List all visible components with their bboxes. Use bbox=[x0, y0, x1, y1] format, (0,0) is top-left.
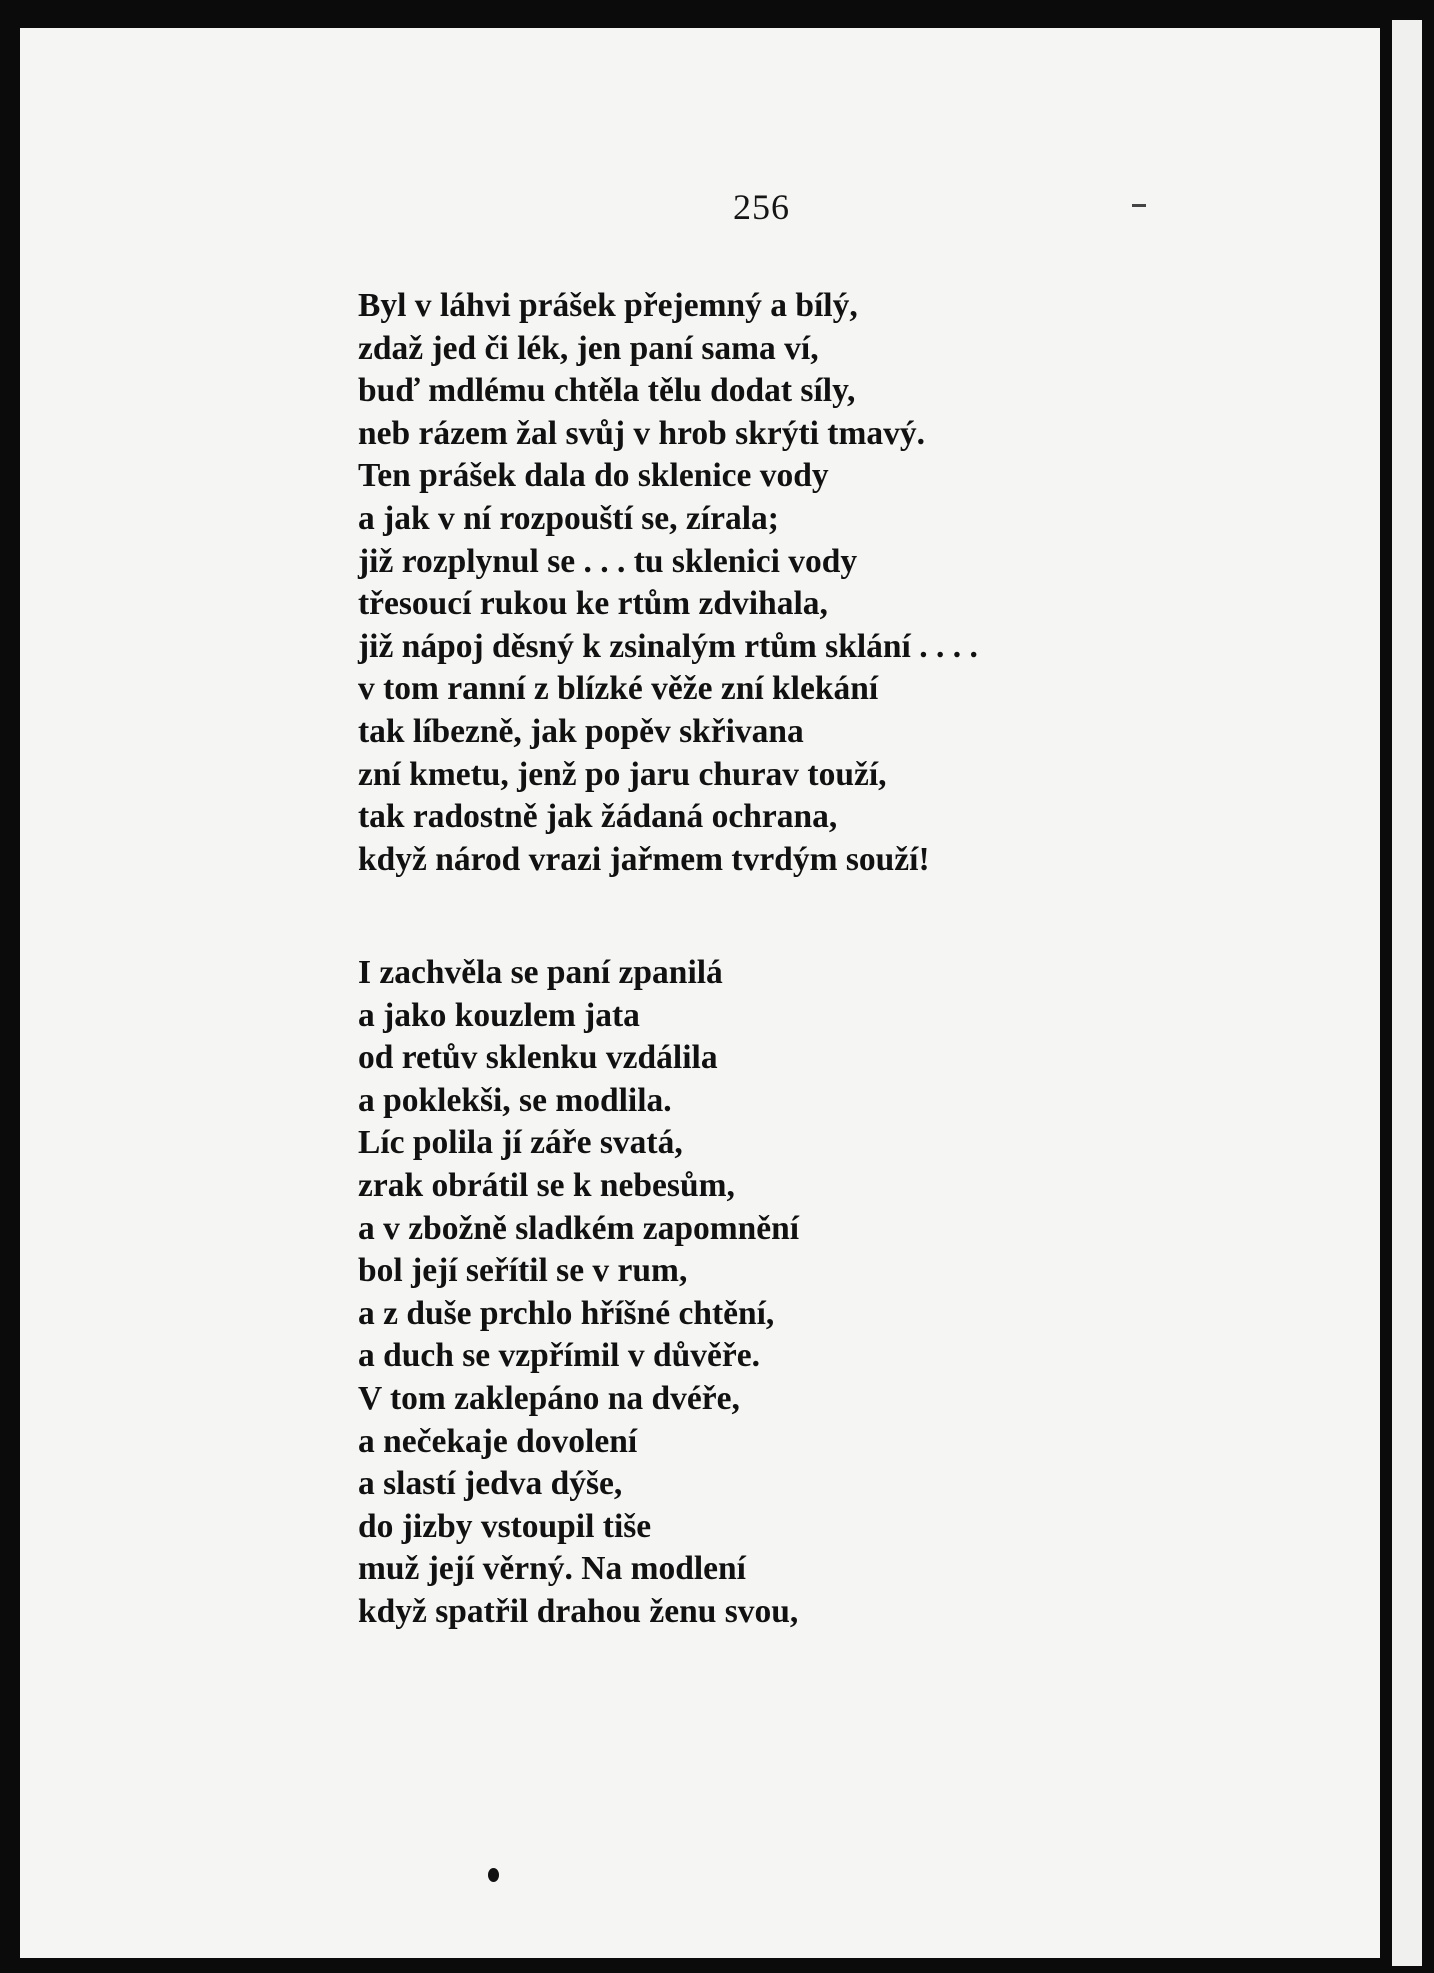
verse-line: V tom zaklepáno na dvéře, bbox=[358, 1379, 740, 1417]
verse-line: a jako kouzlem jata bbox=[358, 996, 640, 1034]
poem-stanza-2 bbox=[358, 952, 799, 1634]
verse-line: a nečekaje dovolení bbox=[358, 1422, 638, 1460]
verse-line: bol její seřítil se v rum, bbox=[358, 1252, 688, 1290]
verse-line: a poklekši, se modlila. bbox=[358, 1081, 672, 1119]
ink-spot bbox=[488, 1868, 499, 1882]
verse-line: když spatřil drahou ženu svou, bbox=[358, 1592, 799, 1630]
verse-line: a duch se vzpřímil v důvěře. bbox=[358, 1337, 760, 1375]
verse-line: již rozplynul se . . . tu sklenici vody bbox=[358, 542, 858, 580]
verse-line: od retův sklenku vzdálila bbox=[358, 1039, 718, 1077]
verse-line: již nápoj děsný k zsinalým rtům sklání . . . . bbox=[358, 627, 978, 665]
verse-line: Líc polila jí záře svatá, bbox=[358, 1124, 683, 1162]
verse-line: tak líbezně, jak popěv skřivana bbox=[358, 712, 804, 750]
verse-line: tak radostně jak žádaná ochrana, bbox=[358, 798, 838, 836]
verse-line: když národ vrazi jařmem tvrdým souží! bbox=[358, 840, 930, 878]
verse-line: a v zbožně sladkém zapomnění bbox=[358, 1209, 800, 1247]
verse-line: v tom ranní z blízké věže zní klekání bbox=[358, 670, 879, 708]
page-number: 256 bbox=[733, 187, 790, 227]
verse-line: do jizby vstoupil tiše bbox=[358, 1507, 652, 1545]
verse-line: a slastí jedva dýše, bbox=[358, 1465, 623, 1503]
verse-line: a z duše prchlo hříšné chtění, bbox=[358, 1294, 775, 1332]
verse-line: zdaž jed či lék, jen paní sama ví, bbox=[358, 329, 819, 367]
verse-line: muž její věrný. Na modlení bbox=[358, 1550, 746, 1588]
verse-line: neb rázem žal svůj v hrob skrýti tmavý. bbox=[358, 414, 925, 452]
margin-mark bbox=[1132, 204, 1146, 207]
verse-line: zní kmetu, jenž po jaru churav touží, bbox=[358, 755, 887, 793]
verse-line: a jak v ní rozpouští se, zírala; bbox=[358, 499, 779, 537]
verse-line: třesoucí rukou ke rtům zdvihala, bbox=[358, 585, 828, 623]
verse-line: I zachvěla se paní zpanilá bbox=[358, 954, 723, 991]
verse-line: Ten prášek dala do sklenice vody bbox=[358, 457, 829, 495]
verse-line: zrak obrátil se k nebesům, bbox=[358, 1166, 735, 1204]
verse-line: buď mdlému chtěla tělu dodat síly, bbox=[358, 372, 856, 410]
verse-line: Byl v láhvi prášek přejemný a bílý, bbox=[358, 287, 858, 324]
adjacent-page-edge bbox=[1392, 20, 1422, 1966]
poem-stanza-1 bbox=[358, 285, 978, 881]
